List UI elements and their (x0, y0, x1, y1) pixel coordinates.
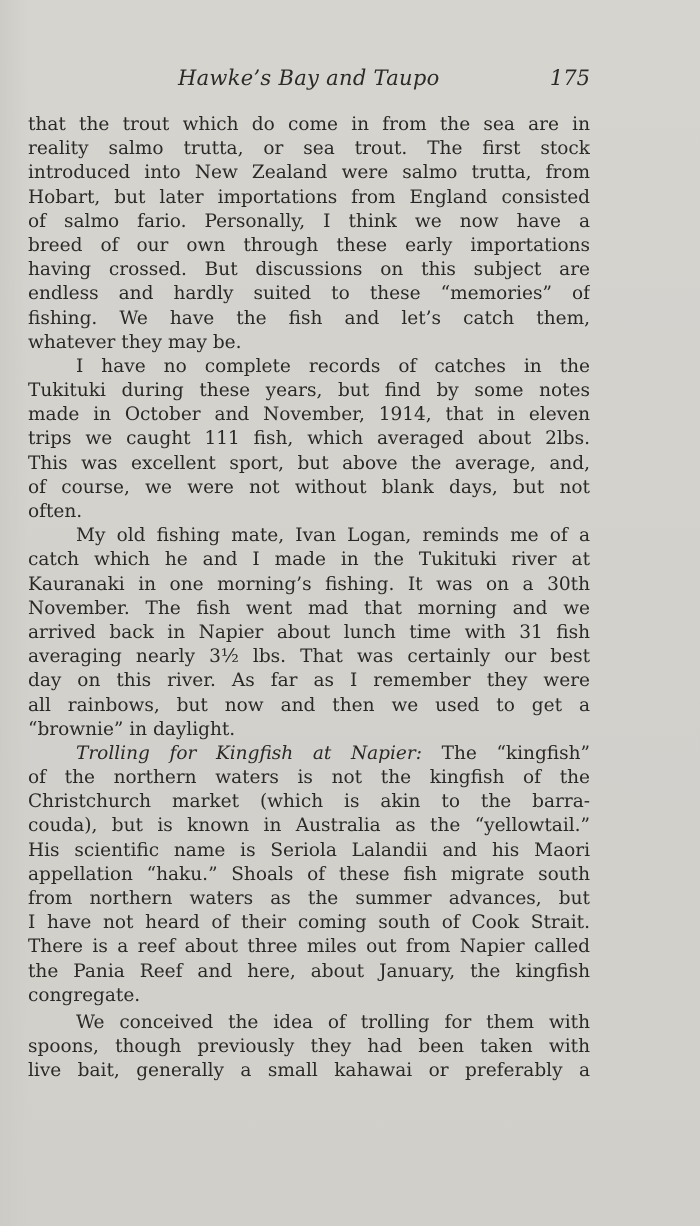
section-title: Trolling for Kingfish at Napier: (76, 742, 422, 764)
text-line: spoons, though previously they had been taken with (28, 1036, 590, 1058)
text-line: all rainbows, but now and then we used to get a (28, 694, 590, 716)
text-line: breed of our own through these early importations (28, 234, 590, 256)
text-line: catch which he and I made in the Tukituki river at (28, 549, 590, 571)
page-header (28, 66, 590, 98)
text-line: made in October and November, 1914, that in eleven (28, 404, 590, 426)
text-line: of salmo fario. Personally, I think we now have a (28, 210, 590, 232)
text-line: day on this river. As far as I remember they were (28, 670, 590, 692)
text-line: trips we caught 111 fish, which averaged about 2lbs. (28, 428, 590, 450)
text-line-rest: The “kingfish” (421, 742, 590, 764)
text-line: of the northern waters is not the kingfish of the (28, 767, 590, 789)
text-line: fishing. We have the fish and let’s catch them, (28, 307, 590, 329)
text-line: arrived back in Napier about lunch time with 31 fish (28, 621, 590, 643)
text-line: couda), but is known in Australia as the “yellowtail.” (28, 815, 590, 837)
text-line: Christchurch market (which is akin to the barra- (28, 791, 590, 813)
text-line: often. (28, 501, 83, 522)
text-line: the Pania Reef and here, about January, the kingfish (28, 960, 590, 982)
text-line: appellation “haku.” Shoals of these fish migrate south (28, 863, 590, 885)
text-line: November. The fish went mad that morning and we (28, 597, 590, 619)
page-number: 175 (549, 66, 590, 90)
text-line: This was excellent sport, but above the average, and, (28, 452, 590, 474)
text-line: reality salmo trutta, or sea trout. The first stock (28, 138, 590, 160)
text-line: from northern waters as the summer advances, but (28, 888, 590, 909)
body-text (28, 113, 590, 1084)
text-line: His scientific name is Seriola Lalandii and his Maori (28, 839, 590, 861)
text-line: of course, we were not without blank days, but not (28, 476, 590, 498)
text-line: We conceived the idea of trolling for them with (76, 1011, 590, 1033)
text-line: live bait, generally a small kahawai or preferably a (28, 1060, 590, 1082)
text-line: introduced into New Zealand were salmo trutta, from (28, 162, 590, 184)
text-line: that the trout which do come in from the sea are in (28, 114, 590, 135)
text-line-with-section-title (28, 742, 590, 766)
text-line: Tukituki during these years, but find by some notes (28, 380, 590, 402)
text-line: Hobart, but later importations from England consisted (28, 186, 590, 208)
text-line: “brownie” in daylight. (28, 718, 236, 740)
text-line: I have not heard of their coming south of Cook Strait. (28, 912, 590, 934)
text-line: whatever they may be. (28, 331, 242, 353)
text-line: My old fishing mate, Ivan Logan, reminds me of a (76, 525, 590, 547)
text-line: Kauranaki in one morning’s fishing. It was on a 30th (28, 573, 590, 595)
running-title: Hawke’s Bay and Taupo (178, 66, 440, 90)
text-line: congregate. (28, 984, 141, 1006)
text-line: averaging nearly 3½ lbs. That was certainly our best (28, 646, 590, 668)
text-line: There is a reef about three miles out from Napier called (28, 936, 590, 958)
text-line: I have no complete records of catches in the (76, 355, 590, 377)
text-line: having crossed. But discussions on this subject are (28, 259, 590, 281)
text-line: endless and hardly suited to these “memories” of (28, 283, 590, 305)
